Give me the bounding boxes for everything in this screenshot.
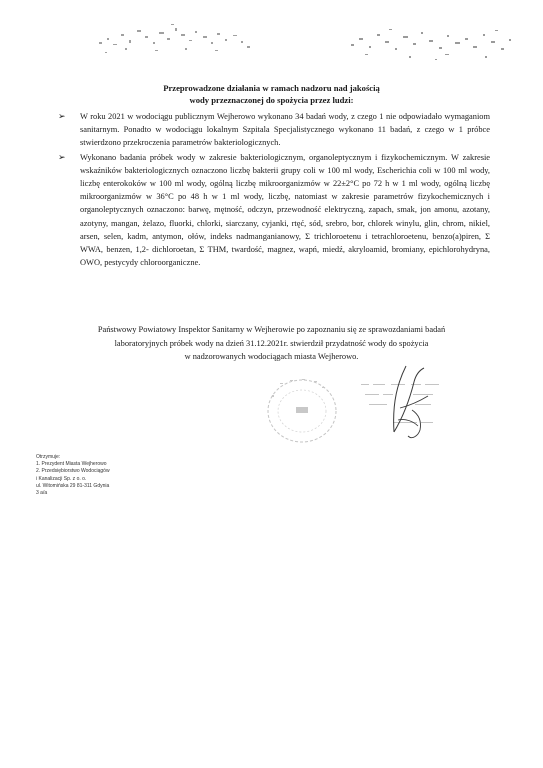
list-item [58, 151, 490, 270]
arrow-bullet-icon: ➢ [58, 111, 66, 121]
conclusion-line-3: w nadzorowanych wodociągach miasta Wejherowo. [184, 352, 359, 361]
list-item-text: W roku 2021 w wodociągu publicznym Wejherowo wykonano 34 badań wody, z czego 1 nie odpowiadało wymaganiom sanitarnym. Ponadto w wodociągu lokalnym Szpitala Specjalistycznego wykonano 11 badań, z czego w 1 próbce stwierdzono przekroczenia parametrów bakteriologicznych. [80, 112, 490, 148]
heading-line-1: Przeprowadzone działania w ramach nadzoru nad jakością [163, 83, 380, 93]
conclusion-line-2: laboratoryjnych próbek wody na dzień 31.12.2021r. stwierdził przydatność wody do spożycia [114, 338, 429, 348]
signature [378, 362, 438, 452]
official-round-stamp [262, 375, 342, 447]
conclusion-line-1: Państwowy Powiatowy Inspektor Sanitarny w Wejherowie po zapoznaniu się ze sprawozdaniami badań [97, 325, 446, 334]
distribution-list [36, 454, 110, 497]
activities-list [58, 110, 490, 270]
document-heading [0, 82, 543, 106]
arrow-bullet-icon: ➢ [58, 151, 66, 162]
list-item [58, 110, 490, 150]
distribution-item: i Kanalizacji Sp. z o. o. [36, 475, 87, 482]
list-item-text: Wykonano badania próbek wody w zakresie bakteriologicznym, organoleptycznym i fizykochemicznym. W zakresie wskaźników bakteriologicznych oznaczono liczbę bakterii grupy coli w 100 ml wody, Escherichia coli w 100 ml wody, liczbę enterokoków w 100 ml wody, ogólną liczbę mikroorganizmów w 22±2°C po 72 h w 1 ml wody, ogólną liczbę mikroorganizmów w 36°C po 48 h w 1 ml wody, liczbę, natomiast w zakresie parametrów fizykochemicznych i organoleptycznych oznaczono: barwę, mętność, odczyn, przewodność elektryczną, zapach, smak, jon amonu, azotany, azotyny, mangan, żelazo, fluorki, chlorki, siarczany, cyjanki, rtęć, sód, srebro, bor, chlorek winylu, glin, chrom, nikiel, arsen, selen, kadm, antymon, ołów, indeks nadmanganianowy, Σ trichloroetenu i tetrachloroetenu, benzo(a)piren, Σ WWA, benzen, 1,2- dichloroetan, Σ THM, twardość, magnez, wapń, miedź, akryloamid, bromiany, epichlorohydryna, OWO, pestycydy chloroorganiczne. [80, 152, 490, 268]
distribution-item: 1. Prezydent Miasta Wejherowo [36, 461, 107, 468]
distribution-item: 3 a/a [36, 490, 48, 497]
inspector-conclusion [70, 323, 473, 364]
distribution-header: Otrzymuje: [36, 454, 61, 460]
heading-line-2: wody przeznaczonej do spożycia przez ludzi: [189, 95, 354, 105]
scan-noise-right [345, 26, 520, 66]
distribution-item: 2. Przedsiębiorstwo Wodociągów [36, 468, 110, 475]
distribution-item: ul. Witomińska 29 81-311 Gdynia [36, 482, 110, 489]
scan-noise-left [95, 22, 265, 60]
